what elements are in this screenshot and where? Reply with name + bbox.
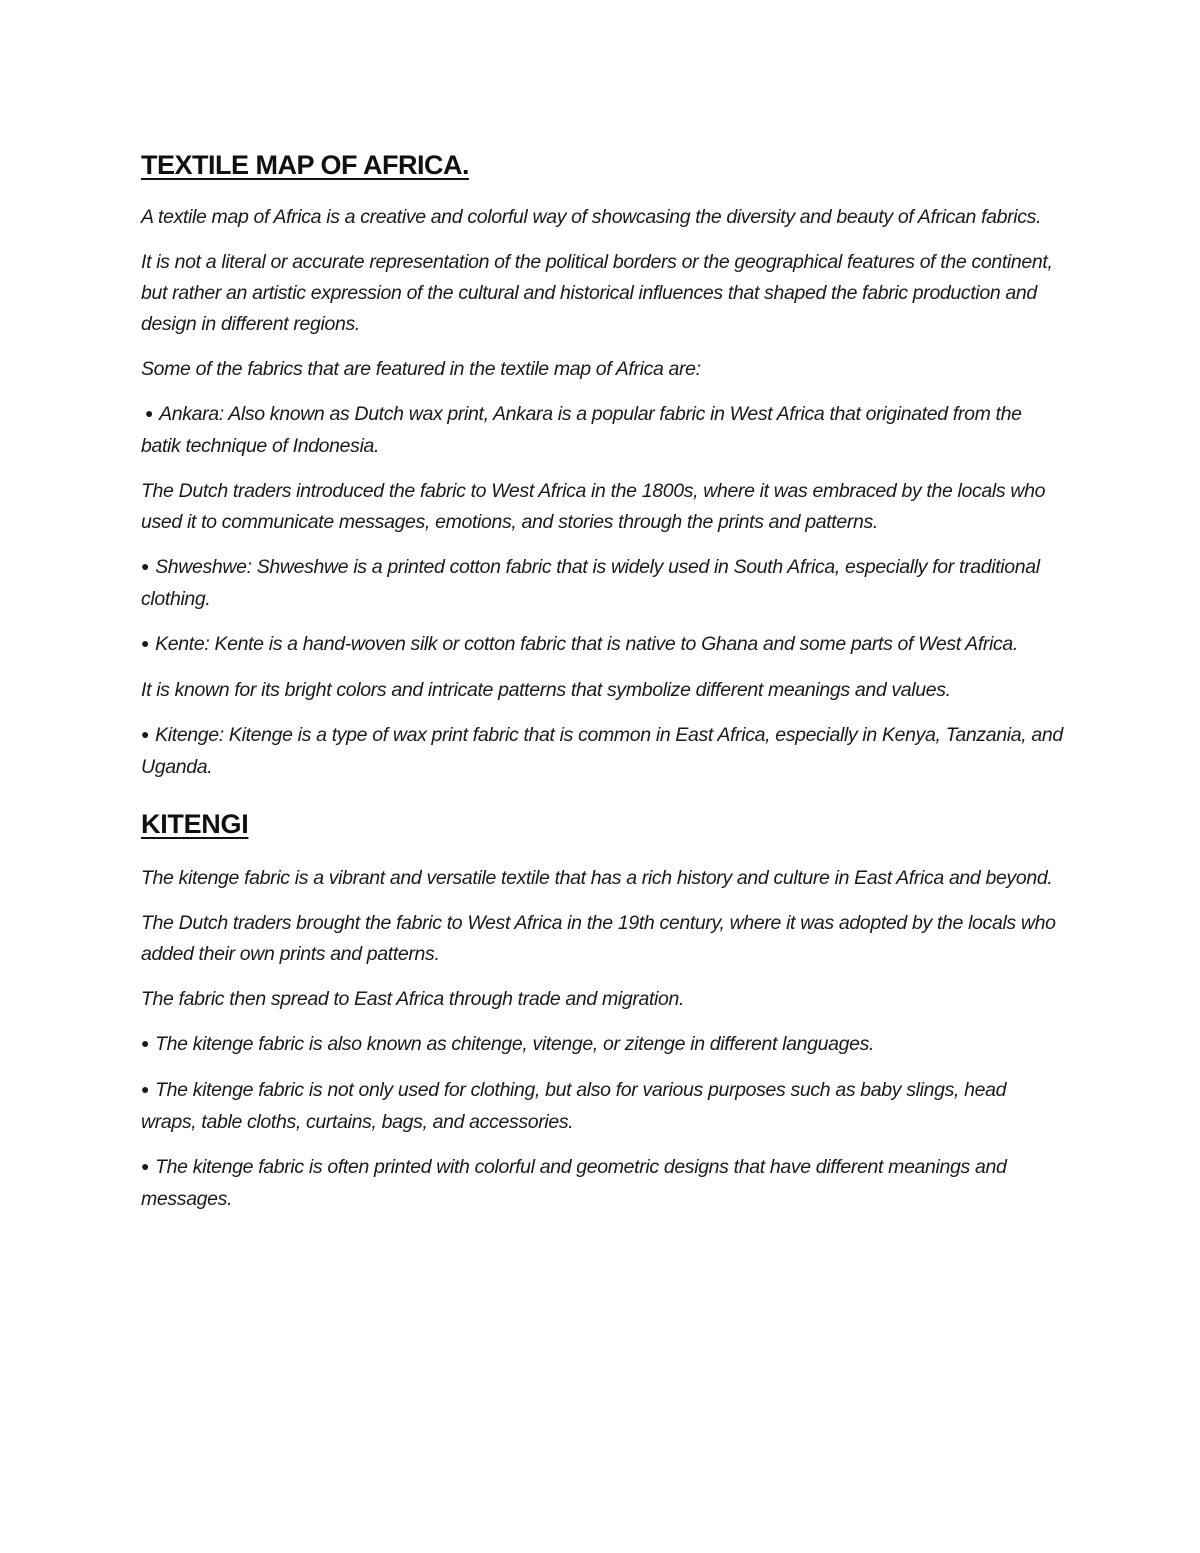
bullet-item-shweshwe [141,552,1066,615]
fabric-list-intro: Some of the fabrics that are featured in the textile map of Africa are: [141,358,701,380]
bullet-dot-icon [145,399,153,431]
bullet-text: The kitenge fabric is often printed with colorful and geometric designs that have different meanings and messages. [141,1156,1007,1210]
kente-followup-paragraph: It is known for its bright colors and intricate patterns that symbolize different meanings and values. [141,679,951,701]
bullet-text: The kitenge fabric is not only used for clothing, but also for various purposes such as baby slings, head wraps, table cloths, curtains, bags, and accessories. [141,1079,1007,1133]
bullet-text: Kente: Kente is a hand-woven silk or cotton fabric that is native to Ghana and some parts of West Africa. [155,633,1018,655]
bullet-dot-icon [141,552,149,584]
bullet-text: Ankara: Also known as Dutch wax print, Ankara is a popular fabric in West Africa that originated from the batik technique of Indonesia. [141,403,1022,457]
bullet-item-ankara [141,399,1066,462]
bullet-dot-icon [141,629,149,661]
section-heading-kitengi: KITENGI [141,809,249,839]
bullet-dot-icon [141,1075,149,1107]
bullet-dot-icon [141,1152,149,1184]
bullet-item-names [141,1029,1066,1061]
bullet-text: Kitenge: Kitenge is a type of wax print fabric that is common in East Africa, especially in Kenya, Tanzania, and Uganda. [141,724,1063,778]
bullet-dot-icon [141,720,149,752]
intro-paragraph: A textile map of Africa is a creative and colorful way of showcasing the diversity and beauty of African fabrics. [141,206,1042,228]
bullet-text: Shweshwe: Shweshwe is a printed cotton fabric that is widely used in South Africa, especially for traditional clothing. [141,556,1040,610]
bullet-text: The kitenge fabric is also known as chitenge, vitenge, or zitenge in different languages. [155,1033,875,1055]
document-title: TEXTILE MAP OF AFRICA. [141,150,470,180]
description-paragraph: It is not a literal or accurate representation of the political borders or the geographical features of the continent, but rather an artistic expression of the cultural and historical influences that shaped the fabric production and design in different regions. [141,251,1053,335]
kitenge-spread-paragraph: The fabric then spread to East Africa through trade and migration. [141,988,685,1010]
bullet-item-kitenge [141,720,1066,783]
bullet-dot-icon [141,1029,149,1061]
bullet-item-designs [141,1152,1066,1215]
kitenge-intro-paragraph: The kitenge fabric is a vibrant and versatile textile that has a rich history and culture in East Africa and beyond. [141,867,1053,889]
bullet-item-uses [141,1075,1066,1138]
document-body [141,148,1066,1229]
kitenge-history-paragraph: The Dutch traders brought the fabric to West Africa in the 19th century, where it was adopted by the locals who added their own prints and patterns. [141,912,1056,965]
ankara-followup-paragraph: The Dutch traders introduced the fabric to West Africa in the 1800s, where it was embraced by the locals who used it to communicate messages, emotions, and stories through the prints and patterns. [141,480,1046,533]
bullet-item-kente [141,629,1066,661]
